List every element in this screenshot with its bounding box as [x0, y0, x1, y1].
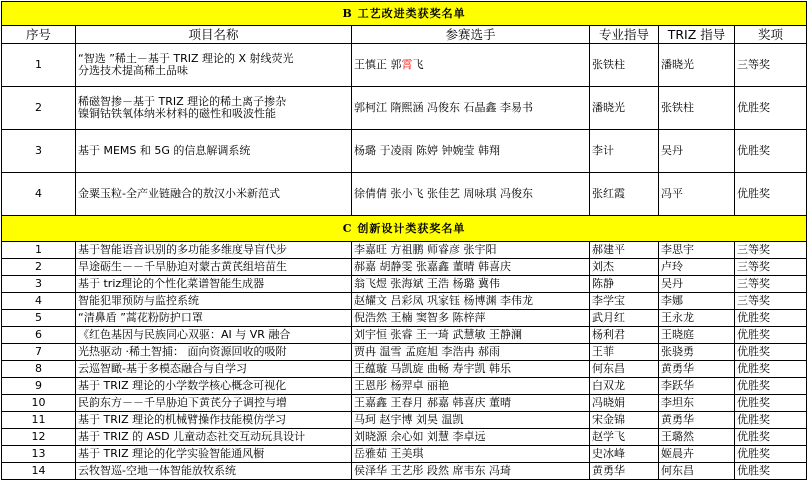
row-members: 岳雅茹 王美琪	[352, 446, 590, 463]
row-members: 翁飞煜 张海斌 王浩 杨璐 冀伟	[352, 276, 590, 293]
row-triz: 李跃华	[659, 378, 735, 395]
table-row	[2, 395, 807, 412]
row-members: 刘宇恒 张睿 王一琦 武慧敏 王静澜	[352, 327, 590, 344]
row-index: 3	[2, 130, 76, 173]
row-members: 贾冉 温雪 孟庭旭 李浩冉 郝雨	[352, 344, 590, 361]
table-row	[2, 44, 807, 87]
row-award: 优胜奖	[735, 412, 807, 429]
row-project: 金粟玉粒-全产业链融合的敖汉小米新范式	[76, 173, 352, 216]
row-project: 旱途砺生－－千旱胁迫对蒙古黄芪组培苗生	[76, 259, 352, 276]
row-project: 光热驱动 ·稀土智捕： 面向资源回收的吸附	[76, 344, 352, 361]
row-advisor: 李学宝	[590, 293, 659, 310]
row-project: 基于 TRIZ 的 ASD 儿童动态社交互动玩具设计	[76, 429, 352, 446]
row-project: 智能犯罪预防与监控系统	[76, 293, 352, 310]
row-project: 基于 TRIZ 理论的小学数学核心概念可视化	[76, 378, 352, 395]
row-triz: 冯平	[659, 173, 735, 216]
table-row	[2, 463, 807, 480]
row-award: 优胜奖	[735, 463, 807, 480]
row-index: 2	[2, 259, 76, 276]
row-triz: 王晓庭	[659, 327, 735, 344]
header-row	[2, 26, 807, 44]
table-row	[2, 276, 807, 293]
row-advisor: 黄勇华	[590, 463, 659, 480]
table-row	[2, 429, 807, 446]
header-advisor: 专业指导	[590, 26, 659, 44]
row-index: 1	[2, 44, 76, 87]
section-c-title: C 创新设计类获奖名单	[2, 216, 807, 242]
table-row	[2, 327, 807, 344]
row-advisor: 潘晓光	[590, 87, 659, 130]
header-triz: TRIZ 指导	[659, 26, 735, 44]
table-row	[2, 242, 807, 259]
row-advisor: 武月红	[590, 310, 659, 327]
members-highlight-text: 霄	[401, 58, 413, 71]
row-award: 优胜奖	[735, 87, 807, 130]
row-award: 优胜奖	[735, 378, 807, 395]
row-index: 4	[2, 293, 76, 310]
table-row	[2, 87, 807, 130]
row-award: 三等奖	[735, 276, 807, 293]
row-award: 优胜奖	[735, 310, 807, 327]
row-triz: 张铁柱	[659, 87, 735, 130]
row-award: 三等奖	[735, 44, 807, 87]
row-advisor: 杨利君	[590, 327, 659, 344]
row-advisor: 郝建平	[590, 242, 659, 259]
row-triz: 王永龙	[659, 310, 735, 327]
row-index: 12	[2, 429, 76, 446]
row-members: 王蕴璇 马凯旋 曲畅 寿宇凯 韩乐	[352, 361, 590, 378]
row-project: 基于 triz理论的个性化菜谱智能生成器	[76, 276, 352, 293]
row-triz: 吴丹	[659, 130, 735, 173]
table-row	[2, 344, 807, 361]
row-advisor: 刘杰	[590, 259, 659, 276]
row-members: 倪浩然 王楠 窦智多 陈梓萍	[352, 310, 590, 327]
row-index: 4	[2, 173, 76, 216]
section-b-title: B 工艺改进类获奖名单	[2, 2, 807, 26]
row-index: 5	[2, 310, 76, 327]
row-index: 13	[2, 446, 76, 463]
row-members	[352, 44, 590, 87]
row-award: 三等奖	[735, 242, 807, 259]
row-triz: 李娜	[659, 293, 735, 310]
row-members: 王恩彤 杨羿卓 丽艳	[352, 378, 590, 395]
table-row	[2, 310, 807, 327]
row-project: 《红色基因与民族同心双驱：AI 与 VR 融合	[76, 327, 352, 344]
header-project: 项目名称	[76, 26, 352, 44]
row-advisor: 张红霞	[590, 173, 659, 216]
table-row	[2, 378, 807, 395]
table-row	[2, 259, 807, 276]
row-advisor: 冯晓娟	[590, 395, 659, 412]
row-index: 10	[2, 395, 76, 412]
row-members: 王嘉鑫 王春月 郝嘉 韩喜庆 董晴	[352, 395, 590, 412]
row-advisor: 陈静	[590, 276, 659, 293]
row-index: 14	[2, 463, 76, 480]
row-advisor: 张铁柱	[590, 44, 659, 87]
row-project: 民韵东方－－千旱胁迫下黄芪分子调控与增	[76, 395, 352, 412]
row-award: 优胜奖	[735, 429, 807, 446]
row-triz: 吴丹	[659, 276, 735, 293]
project-line: 稀磁智掺－基于 TRIZ 理论的稀土离子掺杂	[78, 95, 287, 108]
row-advisor: 宋金锦	[590, 412, 659, 429]
header-award: 奖项	[735, 26, 807, 44]
row-members: 郝嘉 胡静雯 张嘉鑫 董晴 韩喜庆	[352, 259, 590, 276]
row-triz: 黄勇华	[659, 361, 735, 378]
row-award: 优胜奖	[735, 361, 807, 378]
row-award: 三等奖	[735, 293, 807, 310]
row-index: 3	[2, 276, 76, 293]
row-project: 基于 TRIZ 理论的机械臂操作技能模仿学习	[76, 412, 352, 429]
project-line: 分选技术提高稀土品味	[78, 64, 188, 77]
row-triz: 卢玲	[659, 259, 735, 276]
header-members: 参赛选手	[352, 26, 590, 44]
table-row	[2, 446, 807, 463]
row-advisor: 李计	[590, 130, 659, 173]
row-members: 郭柯江 隋熙涵 冯俊东 石晶鑫 李易书	[352, 87, 590, 130]
row-triz: 李坦东	[659, 395, 735, 412]
row-index: 2	[2, 87, 76, 130]
row-triz: 王璐然	[659, 429, 735, 446]
members-text: 飞	[412, 58, 424, 71]
row-triz: 潘晓光	[659, 44, 735, 87]
project-line: “智选 ”稀土－基于 TRIZ 理论的 X 射线荧光	[78, 52, 294, 65]
row-advisor: 赵学飞	[590, 429, 659, 446]
award-table	[1, 1, 807, 480]
row-members: 赵耀文 吕彩凤 巩家钰 杨博渊 李伟龙	[352, 293, 590, 310]
table-row	[2, 293, 807, 310]
row-advisor: 王菲	[590, 344, 659, 361]
row-award: 优胜奖	[735, 395, 807, 412]
row-project	[76, 87, 352, 130]
row-members: 杨璐 于凌雨 陈婷 钟婉莹 韩翔	[352, 130, 590, 173]
table-row	[2, 130, 807, 173]
row-members: 李嘉旺 方祖鹏 师睿彦 张宇阳	[352, 242, 590, 259]
row-members: 侯泽华 王艺彤 段然 席韦东 冯琦	[352, 463, 590, 480]
row-index: 6	[2, 327, 76, 344]
row-project: 云牧智巡-空地一体智能放牧系统	[76, 463, 352, 480]
header-index: 序号	[2, 26, 76, 44]
row-members: 马珂 赵宇博 刘昊 温凯	[352, 412, 590, 429]
row-project: 基于 TRIZ 理论的化学实验智能通风橱	[76, 446, 352, 463]
table-row	[2, 361, 807, 378]
row-members: 刘晓源 余心如 刘慧 李卓远	[352, 429, 590, 446]
row-project: 基于 MEMS 和 5G 的信息解调系统	[76, 130, 352, 173]
row-index: 8	[2, 361, 76, 378]
row-project: 云巡智瞰-基于多模态融合与自学习	[76, 361, 352, 378]
row-triz: 黄勇华	[659, 412, 735, 429]
row-members: 徐倩倩 张小飞 张佳艺 周咏琪 冯俊东	[352, 173, 590, 216]
row-project: “清鼻盾 ”蒿花粉防护口罩	[76, 310, 352, 327]
table-row	[2, 412, 807, 429]
row-award: 优胜奖	[735, 446, 807, 463]
row-triz: 姬晨卉	[659, 446, 735, 463]
table-row	[2, 173, 807, 216]
row-triz: 何东昌	[659, 463, 735, 480]
row-award: 优胜奖	[735, 327, 807, 344]
row-advisor: 白双龙	[590, 378, 659, 395]
row-award: 优胜奖	[735, 344, 807, 361]
row-index: 1	[2, 242, 76, 259]
section-c-rows	[2, 242, 807, 480]
row-index: 11	[2, 412, 76, 429]
row-triz: 李思宇	[659, 242, 735, 259]
row-project: 基于智能语音识别的多功能多维度导盲代步	[76, 242, 352, 259]
members-text: 王慎正 郭	[354, 58, 402, 71]
row-project	[76, 44, 352, 87]
row-advisor: 史冰峰	[590, 446, 659, 463]
row-index: 9	[2, 378, 76, 395]
row-award: 优胜奖	[735, 130, 807, 173]
row-triz: 张骁勇	[659, 344, 735, 361]
row-advisor: 何东昌	[590, 361, 659, 378]
row-index: 7	[2, 344, 76, 361]
project-line: 镍铜钴铁氧体纳米材料的磁性和吸波性能	[78, 107, 276, 120]
row-award: 三等奖	[735, 259, 807, 276]
row-award: 优胜奖	[735, 173, 807, 216]
